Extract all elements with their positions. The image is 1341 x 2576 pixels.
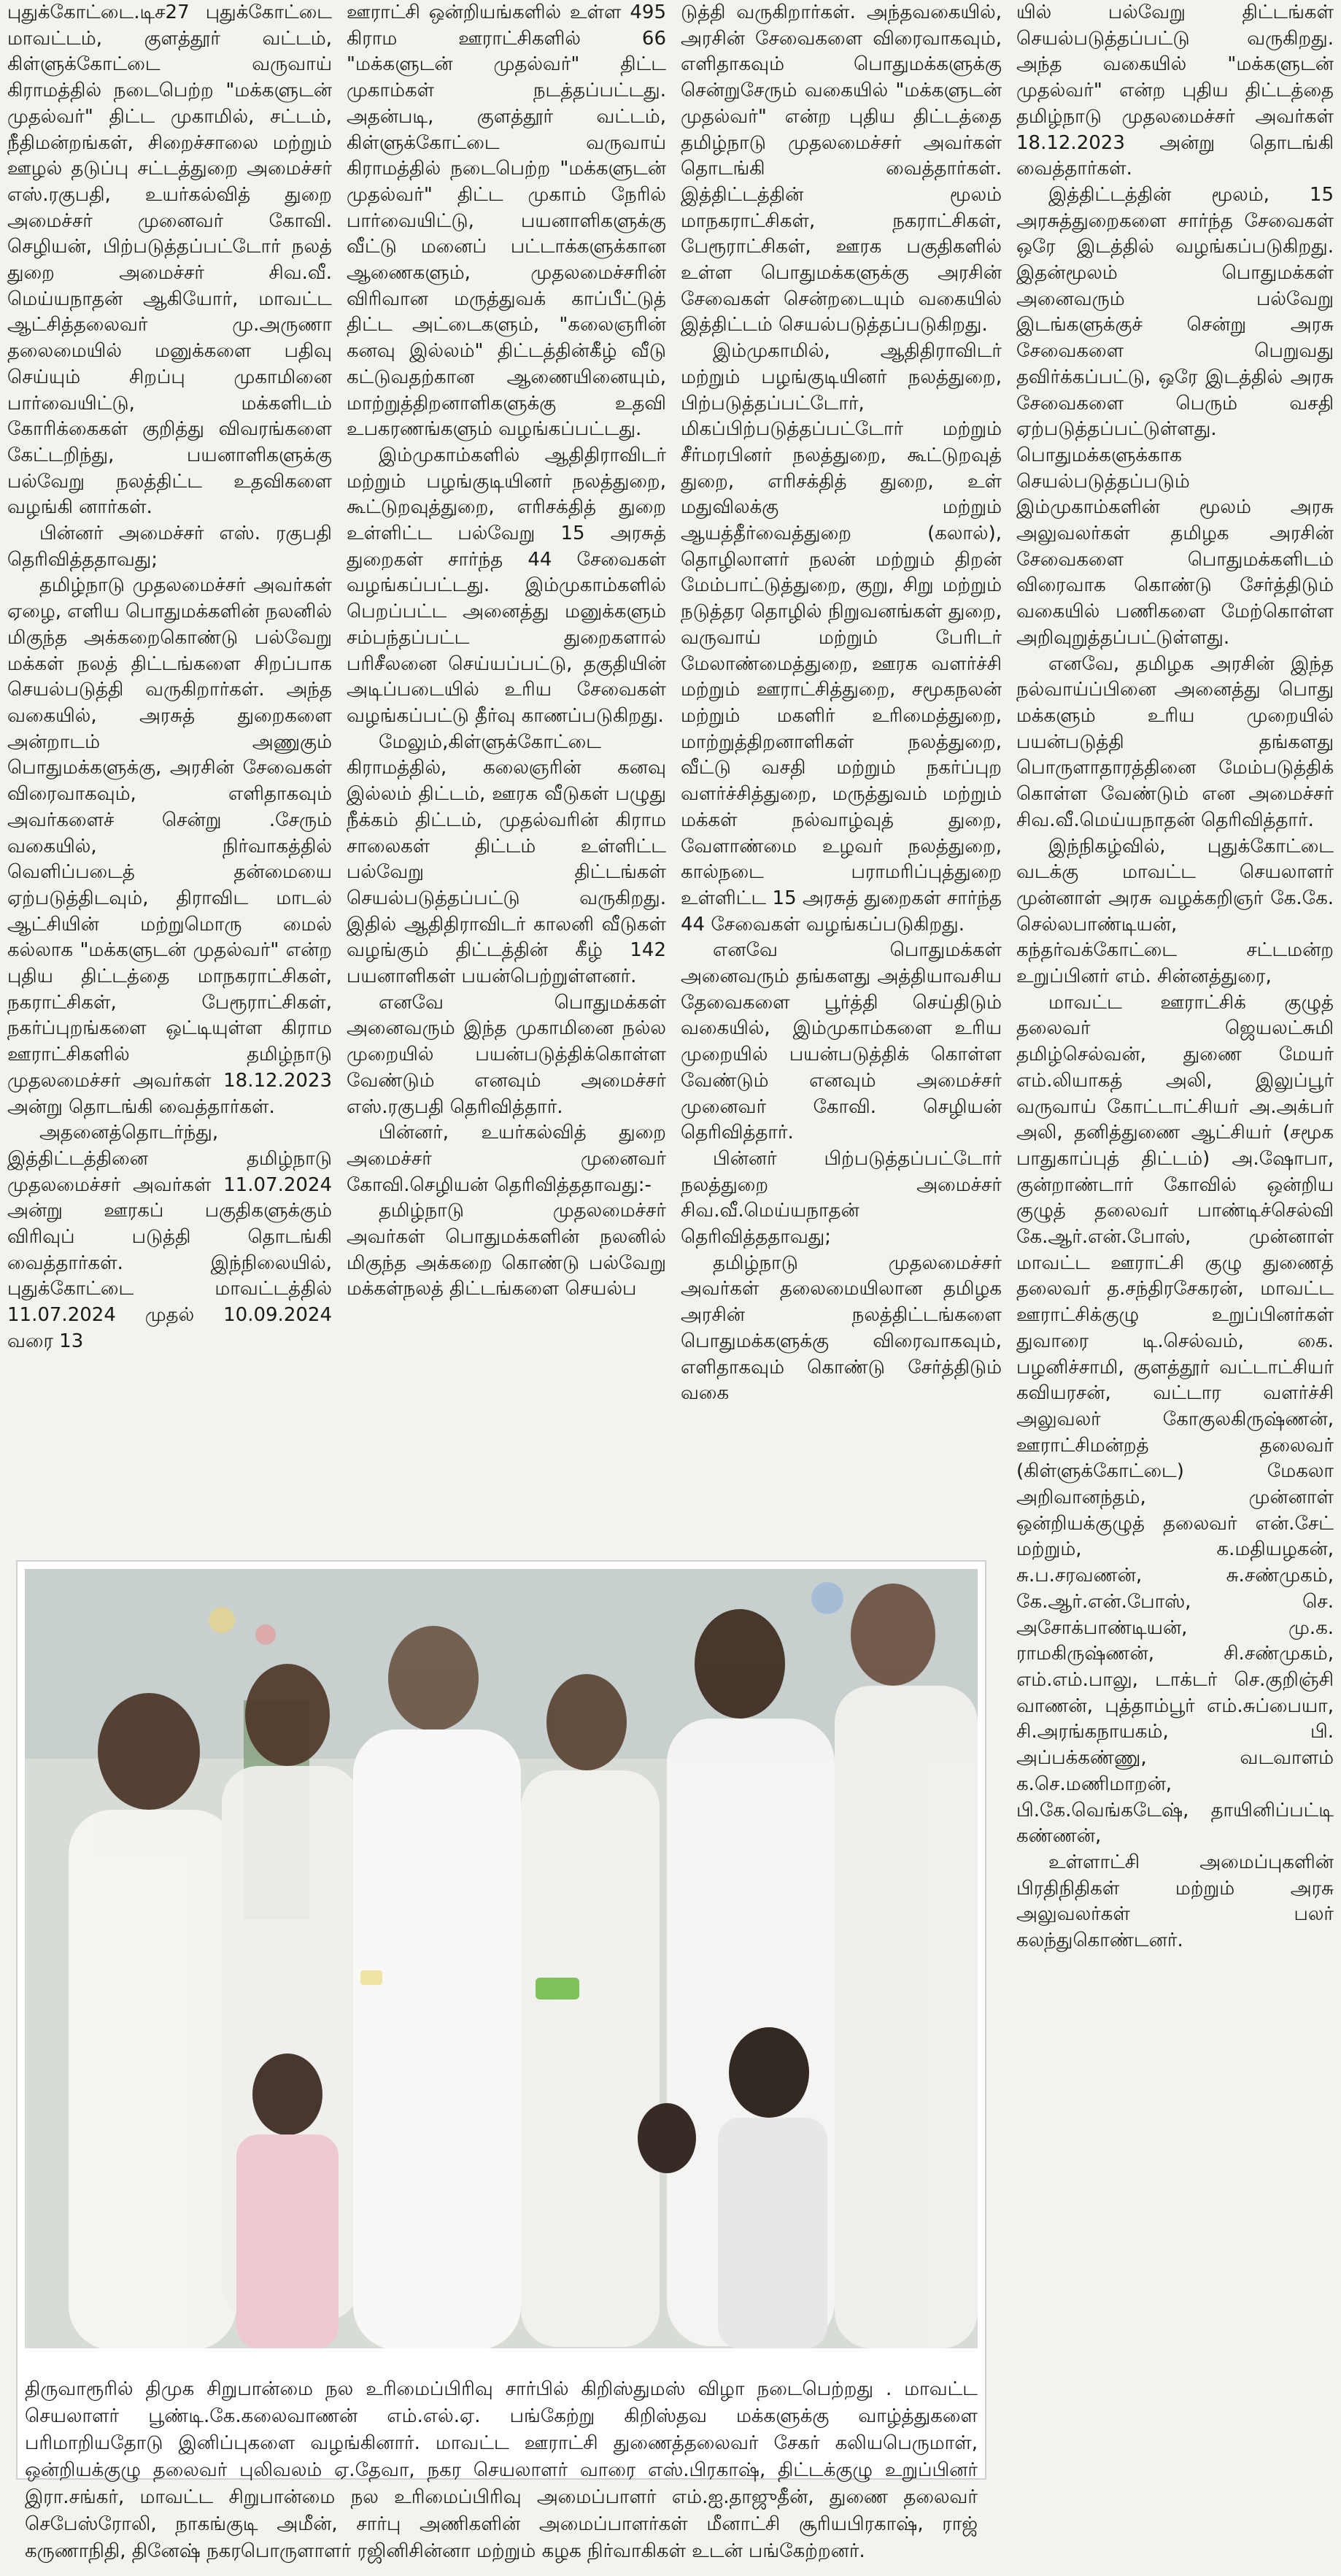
article-paragraph: புதுக்கோட்டை.டிச27 புதுக்கோட்டை மாவட்டம், குளத்தூர் வட்டம், கிள்ளுக்கோட்டை வருவாய் கிராமத்தில் நடைபெற்ற "மக்களுடன் முதல்வர்" திட்ட முகாமில், சட்டம், நீதிமன்றங்கள், சிறைச்சாலை மற்றும் ஊழல் தடுப்பு சட்டத்துறை அமைச்சர் எஸ்.ரகுபதி, உயர்கல்வித் துறை அமைச்சர் முனைவர் கோவி. செழியன், பிற்படுத்தப்பட்டோர் நலத் துறை அமைச்சர் சிவ.வீ. மெய்யநாதன் ஆகியோர், மாவட்ட ஆட்சித்தலைவர் மு.அருணா தலைமையில் மனுக்களை பதிவு செய்யும் சிறப்பு முகாமினை பார்வையிட்டு, மக்களிடம் கோரிக்கைகள் குறித்து விவரங்களை கேட்டறிந்து, பயனாளிகளுக்கு பல்வேறு நலத்திட்ட உதவிகளை வழங்கி னார்கள். — [7, 1, 332, 519]
article-paragraph: பின்னர் அமைச்சர் எஸ். ரகுபதி தெரிவித்ததாவது; — [7, 522, 332, 571]
article-paragraph: இந்நிகழ்வில், புதுக்கோட்டை வடக்கு மாவட்ட செயலாளர் முன்னாள் அரசு வழக்கறிஞர் கே.கே. செல்லபாண்டியன், கந்தர்வக்கோட்டை சட்டமன்ற உறுப்பினர் எம். சின்னத்துரை, — [1016, 835, 1334, 988]
article-paragraph: அதனைத்தொடர்ந்து, இத்திட்டத்தினை தமிழ்நாடு முதலமைச்சர் அவர்கள் 11.07.2024 அன்று ஊரகப் பகுதிகளுக்கும் விரிவுப் படுத்தி தொடங்கி வைத்தார்கள். இந்நிலையில், புதுக்கோட்டை மாவட்டத்தில் 11.07.2024 முதல் 10.09.2024 வரை 13 — [7, 1122, 332, 1352]
article-paragraph: மேலும்,கிள்ளுக்கோட்டை கிராமத்தில், கலைஞரின் கனவு இல்லம் திட்டம், ஊரக வீடுகள் பழுது நீக்கம் திட்டம், முதல்வரின் கிராம சாலைகள் திட்டம் உள்ளிட்ட பல்வேறு திட்டங்கள் செயல்படுத்தப்பட்டு வருகிறது. இதில் ஆதிதிராவிடர் காலனி வீடுகள் வழங்கும் திட்டத்தின் கீழ் 142 பயனாளிகள் பயன்பெற்றுள்ளனர். — [347, 730, 666, 988]
article-paragraph: தமிழ்நாடு முதலமைச்சர் அவர்கள் பொதுமக்களின் நலனில் மிகுந்த அக்கறை கொண்டு பல்வேறு மக்கள்நலத் திட்டங்களை செயல்ப — [347, 1200, 666, 1300]
article-paragraph: இம்முகாமில், ஆதிதிராவிடர் மற்றும் பழங்குடியினர் நலத்துறை, பிற்படுத்தப்பட்டோர், மிகப்பிற்படுத்தப்பட்டோர் மற்றும் சீர்மரபினர் நலத்துறை, கூட்டுறவுத் துறை, எரிசக்தித் துறை, உள் மதுவிலக்கு மற்றும் ஆயத்தீர்வைத்துறை (கலால்), தொழிலாளர் நலன் மற்றும் திறன் மேம்பாட்டுத்துறை, குறு, சிறு மற்றும் நடுத்தர தொழில் நிறுவனங்கள் துறை, வருவாய் மற்றும் பேரிடர் மேலாண்மைத்துறை, ஊரக வளர்ச்சி மற்றும் ஊராட்சித்துறை, சமூகநலன் மற்றும் மகளிர் உரிமைத்துறை, மாற்றுத்திறனாளிகள் நலத்துறை, வீட்டு வசதி மற்றும் நகர்ப்புற வளர்ச்சித்துறை, மருத்துவம் மற்றும் மக்கள் நல்வாழ்வுத் துறை, வேளாண்மை உழவர் நலத்துறை, கால்நடை பராமரிப்புத்துறை உள்ளிட்ட 15 அரசுத் துறைகள் சார்ந்த 44 சேவைகள் வழங்கப்படுகிறது. — [681, 340, 1002, 936]
news-photo — [25, 1569, 978, 2348]
article-paragraph: உள்ளாட்சி அமைப்புகளின் பிரதிநிதிகள் மற்றும் அரசு அலுவலர்கள் பலர் கலந்துகொண்டனர். — [1016, 1851, 1334, 1952]
article-paragraph: எனவே, தமிழக அரசின் இந்த நல்வாய்ப்பினை அனைத்து பொது மக்களும் உரிய முறையில் பயன்படுத்தி தங்களது பொருளாதாரத்தினை மேம்படுத்திக் கொள்ள வேண்டும் என அமைச்சர் சிவ.வீ.மெய்யநாதன் தெரிவித்தார். — [1016, 652, 1334, 831]
article-paragraph: இம்முகாம்களில் ஆதிதிராவிடர் மற்றும் பழங்குடியினர் நலத்துறை, கூட்டுறவுத்துறை, எரிசக்தித் துறை உள்ளிட்ட பல்வேறு 15 அரசுத் துறைகள் சார்ந்த 44 சேவைகள் வழங்கப்பட்டது. இம்முகாம்களில் பெறப்பட்ட அனைத்து மனுக்களும் சம்பந்தப்பட்ட துறைகளால் பரிசீலனை செய்யப்பட்டு, தகுதியின் அடிப்படையில் உரிய சேவைகள் வழங்கப்பட்டு தீர்வு காணப்படுகிறது. — [347, 444, 666, 727]
article-paragraph: மாவட்ட ஊராட்சிக் குழுத் தலைவர் ஜெயலட்சுமி தமிழ்செல்வன், துணை மேயர் எம்.லியாகத் அலி, இலுப்பூர் வருவாய் கோட்டாட்சியர் அ.அக்பர் அலி, தனித்துணை ஆட்சியர் (சமூக பாதுகாப்புத் திட்டம்) அ.ஷோபா, குன்றாண்டார் கோவில் ஒன்றிய குழுத் தலைவர் பாண்டிச்செல்வி கே.ஆர்.என்.போஸ், முன்னாள் மாவட்ட ஊராட்சி குழு துணைத் தலைவர் த.சந்திரசேகரன், மாவட்ட ஊராட்சிக்குழு உறுப்பினர்கள் துவாரை டி.செல்வம், கை. பழனிச்சாமி, குளத்தூர் வட்டாட்சியர் கவியரசன், வட்டார வளர்ச்சி அலுவலர் கோகுலகிருஷ்ணன், ஊராட்சிமன்றத் தலைவர் (கிள்ளுக்கோட்டை) மேகலா அறிவானந்தம், முன்னாள் ஒன்றியக்குழுத் தலைவர் என்.சேட் மற்றும், க.மதியழகன், சு.ப.சரவணன், சு.சண்முகம், கே.ஆர்.என்.போஸ், செ. அசோக்பாண்டியன், மு.க. ராமகிருஷ்ணன், சி.சண்முகம், எம்.எம்.பாலு, டாக்டர் செ.குறிஞ்சி வாணன், புத்தாம்பூர் எம்.சுப்பையா, சி.அரங்கநாயகம், பி. அப்பக்கண்ணு, வடவாளம் க.செ.மணிமாறன், பி.கே.வெங்கடேஷ், தாயினிப்பட்டி கண்ணன், — [1016, 991, 1334, 1848]
article-column-3 — [673, 0, 1009, 1554]
article-paragraph: டுத்தி வருகிறார்கள். அந்தவகையில், அரசின் சேவைகளை விரைவாகவும், எளிதாகவும் பொதுமக்களுக்கு சென்றுசேரும் வகையில் "மக்களுடன் முதல்வர்" என்ற புதிய திட்டத்தை தமிழ்நாடு முதலமைச்சர் அவர்கள் தொடங்கி வைத்தார்கள். இத்திட்டத்தின் மூலம் மாநகராட்சிகள், நகராட்சிகள், பேரூராட்சிகள், ஊரக பகுதிகளில் உள்ள பொதுமக்களுக்கு அரசின் சேவைகள் சென்றடையும் வகையில் இத்திட்டம் செயல்படுத்தப்படுகிறது. — [681, 1, 1002, 336]
article-column-1 — [0, 0, 339, 1554]
article-paragraph: பின்னர், உயர்கல்வித் துறை அமைச்சர் முனைவர் கோவி.செழியன் தெரிவித்ததாவது:- — [347, 1122, 666, 1196]
article-paragraph: யில் பல்வேறு திட்டங்கள் செயல்படுத்தப்பட்டு வருகிறது. அந்த வகையில் "மக்களுடன் முதல்வர்" என்ற புதிய திட்டத்தை தமிழ்நாடு முதலமைச்சர் அவர்கள் 18.12.2023 அன்று தொடங்கி வைத்தார்கள். — [1016, 1, 1334, 180]
article-paragraph: ஊராட்சி ஒன்றியங்களில் உள்ள 495 கிராம ஊராட்சிகளில் 66 "மக்களுடன் முதல்வர்" திட்ட முகாம்கள் நடத்தப்பட்டது. அதன்படி, குளத்தூர் வட்டம், கிள்ளுக்கோட்டை வருவாய் கிராமத்தில் நடைபெற்ற "மக்களுடன் முதல்வர்" திட்ட முகாம் நேரில் பார்வையிட்டு, பயனாளிகளுக்கு வீட்டு மனைப் பட்டாக்களுக்கான ஆணைகளும், முதலமைச்சரின் விரிவான மருத்துவக் காப்பீட்டுத் திட்ட அட்டைகளும், "கலைஞரின் கனவு இல்லம்" திட்டத்தின்கீழ் வீடு கட்டுவதற்கான ஆணையினையும், மாற்றுத்திறனாளிகளுக்கு உதவி உபகரணங்களும் வழங்கப்பட்டது. — [347, 1, 666, 441]
article-paragraph: பின்னர் பிற்படுத்தப்பட்டோர் நலத்துறை அமைச்சர் சிவ.வீ.மெய்யநாதன் தெரிவித்ததாவது; — [681, 1147, 1002, 1249]
article-paragraph: இத்திட்டத்தின் மூலம், 15 அரசுத்துறைகளை சார்ந்த சேவைகள் ஒரே இடத்தில் வழங்கப்படுகிறது. இதன்மூலம் பொதுமக்கள் அனைவரும் பல்வேறு இடங்களுக்குச் சென்று அரசு சேவைகளை பெறுவது தவிர்க்கப்பட்டு, ஒரே இடத்தில் அரசு சேவைகளை பெரும் வசதி ஏற்படுத்தப்பட்டுள்ளது. பொதுமக்களுக்காக செயல்படுத்தப்படும் இம்முகாம்களின் மூலம் அரசு அலுவலர்கள் தமிழக அரசின் சேவைகளை பொதுமக்களிடம் விரைவாக கொண்டு சேர்த்திடும் வகையில் பணிகளை மேற்கொள்ள அறிவுறுத்தப்பட்டுள்ளது. — [1016, 183, 1334, 649]
article-paragraph: எனவே பொதுமக்கள் அனைவரும் தங்களது அத்தியாவசிய தேவைகளை பூர்த்தி செய்திடும் வகையில், இம்முகாம்களை உரிய முறையில் பயன்படுத்திக் கொள்ள வேண்டும் எனவும் அமைச்சர் முனைவர் கோவி. செழியன் தெரிவித்தார். — [681, 939, 1002, 1144]
article-column-4 — [1009, 0, 1341, 2576]
article-column-2 — [339, 0, 673, 1554]
news-photo-box — [16, 1560, 986, 2562]
photo-illustration — [25, 1569, 978, 2348]
photo-caption: திருவாரூரில் திமுக சிறுபான்மை நல உரிமைப்பிரிவு சார்பில் கிறிஸ்துமஸ் விழா நடைபெற்றது . மாவட்ட செயலாளர் பூண்டி.கே.கலைவாணன் எம்.எல்.ஏ. பங்கேற்று கிறிஸ்தவ மக்களுக்கு வாழ்த்துகளை பரிமாறியதோடு இனிப்புகளை வழங்கினார். மாவட்ட ஊராட்சி துணைத்தலைவர் சேகர் கலியபெருமாள், ஒன்றியக்குழு தலைவர் புலிவலம் ஏ.தேவா, நகர செயலாளர் வாரை எஸ்.பிரகாஷ், திட்டக்குழு உறுப்பினர் இரா.சங்கர், மாவட்ட சிறுபான்மை நல உரிமைப்பிரிவு அமைப்பாளர் எம்.ஐ.தாஜுதீன், துணை தலைவர் செபேஸ்ரோலி, நாகங்குடி அமீன், சார்பு அணிகளின் அமைப்பாளர்கள் மீனாட்சி சூரியபிரகாஷ், ராஜ் கருணாநிதி, தினேஷ் நகரபொருளாளர் ரஜினிசின்னா மற்றும் கழக நிர்வாகிகள் உடன் பங்கேற்றனர். — [25, 2378, 978, 2562]
article-paragraph: தமிழ்நாடு முதலமைச்சர் அவர்கள் ஏழை, எளிய பொதுமக்களின் நலனில் மிகுந்த அக்கறைகொண்டு பல்வேறு மக்கள் நலத் திட்டங்களை சிறப்பாக செயல்படுத்தி வருகிறார்கள். அந்த வகையில், அரசுத் துறைகளை அன்றாடம் அணுகும் பொதுமக்களுக்கு, அரசின் சேவைகள் விரைவாகவும், எளிதாகவும் அவர்களைச் சென்று .சேரும் வகையில், நிர்வாகத்தில் வெளிப்படைத் தன்மையை ஏற்படுத்திடவும், திராவிட மாடல் ஆட்சியின் மற்றுமொரு மைல் கல்லாக "மக்களுடன் முதல்வர்" என்ற புதிய திட்டத்தை மாநகராட்சிகள், நகராட்சிகள், பேரூராட்சிகள், நகர்ப்புறங்களை ஒட்டியுள்ள கிராம ஊராட்சிகளில் தமிழ்நாடு முதலமைச்சர் அவர்கள் 18.12.2023 அன்று தொடங்கி வைத்தார்கள். — [7, 574, 332, 1118]
article-paragraph: எனவே பொதுமக்கள் அனைவரும் இந்த முகாமினை நல்ல முறையில் பயன்படுத்திக்கொள்ள வேண்டும் எனவும் அமைச்சர் எஸ்.ரகுபதி தெரிவித்தார். — [347, 991, 666, 1118]
article-paragraph: தமிழ்நாடு முதலமைச்சர் அவர்கள் தலைமையிலான தமிழக அரசின் நலத்திட்டங்களை பொதுமக்களுக்கு விரைவாகவும், எளிதாகவும் கொண்டு சேர்த்திடும் வகை — [681, 1252, 1002, 1405]
